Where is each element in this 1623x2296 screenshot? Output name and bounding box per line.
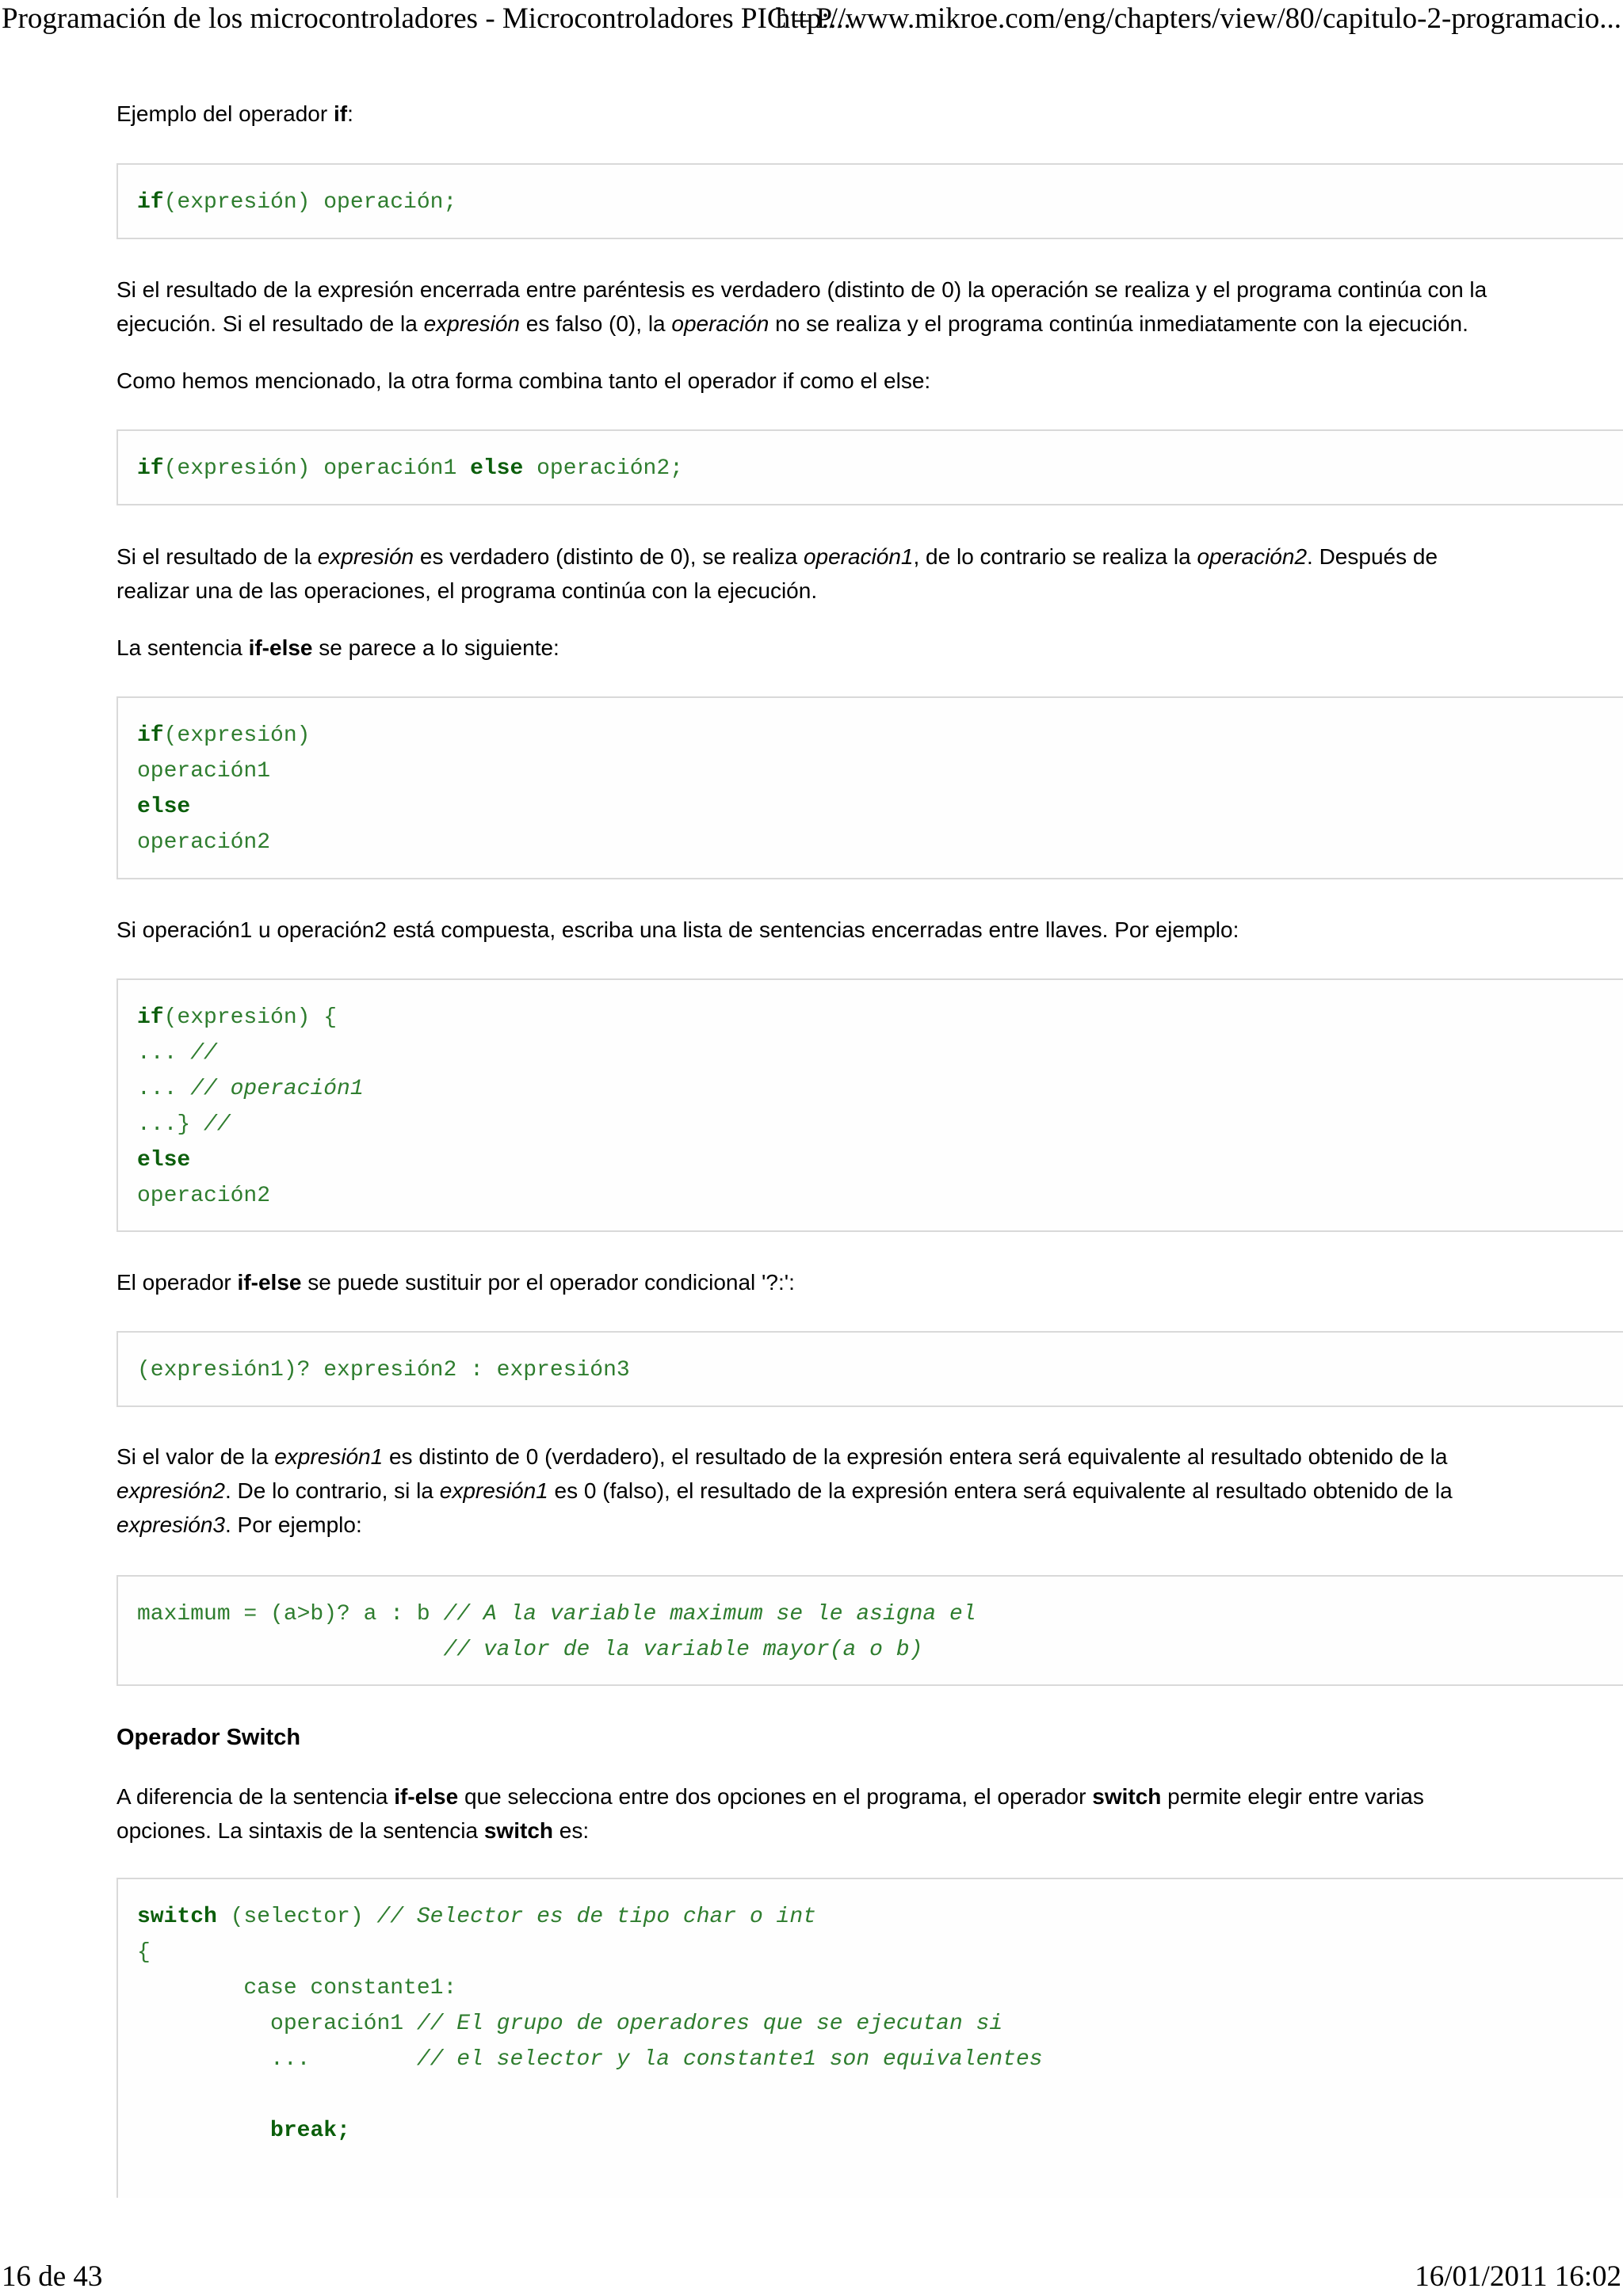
- text: Si el resultado de la expresión encerrada entre paréntesis es verdadero (distinto de 0) la operación se realiza y el programa continúa con la: [116, 277, 1487, 302]
- text: se puede sustituir por el operador condicional '?:':: [301, 1270, 795, 1295]
- code-comment: // Selector es de tipo char o int: [376, 1905, 816, 1929]
- bold-text: if: [333, 101, 348, 126]
- page-counter: 16 de 43: [2, 2260, 103, 2293]
- paragraph-compound: Si operación1 u operación2 está compuesta, escriba una lista de sentencias encerradas entre llaves. Por ejemplo:: [116, 917, 1239, 942]
- italic-text: expresión3: [116, 1512, 225, 1537]
- code-line: [137, 1036, 217, 1071]
- code-line: [137, 1597, 976, 1632]
- italic-text: operación: [671, 311, 769, 336]
- code-line: [137, 719, 310, 753]
- text: no se realiza y el programa continúa inmediatamente con la ejecución.: [769, 311, 1468, 336]
- paragraph-if-else-syntax: [116, 631, 1495, 665]
- code-text: [137, 2119, 270, 2143]
- text: :: [347, 101, 353, 126]
- bold-text: switch: [1092, 1784, 1162, 1809]
- code-text: (selector): [216, 1905, 377, 1929]
- italic-text: operación2: [1197, 544, 1308, 569]
- text: que selecciona entre dos opciones en el programa, el operador: [458, 1784, 1093, 1809]
- paragraph-conditional-explanation: [116, 1440, 1495, 1542]
- code-line: [137, 1143, 190, 1178]
- paragraph-if-explanation: [116, 273, 1495, 341]
- paragraph-if-else-intro: Como hemos mencionado, la otra forma combina tanto el operador if como el else:: [116, 368, 931, 393]
- italic-text: expresión2: [116, 1478, 225, 1503]
- code-comment: // operación1: [190, 1077, 364, 1101]
- keyword: if: [137, 456, 164, 481]
- text: . De lo contrario, si la: [224, 1478, 440, 1503]
- code-comment: //: [204, 1112, 231, 1137]
- code-line: operación2: [137, 1184, 271, 1208]
- code-text: (expresión): [163, 723, 311, 748]
- italic-text: expresión: [317, 544, 414, 569]
- keyword: switch: [137, 1905, 217, 1929]
- text: realizar una de las operaciones, el programa continúa con la ejecución.: [116, 578, 818, 603]
- code-line: [137, 1072, 364, 1107]
- keyword: if: [137, 1005, 164, 1030]
- italic-text: expresión: [423, 311, 520, 336]
- text: El operador: [116, 1270, 238, 1295]
- code-line: [137, 1633, 922, 1668]
- code-block-if: [116, 163, 1623, 239]
- section-heading-switch: Operador Switch: [116, 1725, 301, 1750]
- italic-text: expresión1: [439, 1478, 548, 1503]
- code-line: [137, 452, 683, 486]
- text: . Por ejemplo:: [224, 1512, 362, 1537]
- code-comment: // El grupo de operadores que se ejecutan si: [416, 2012, 1003, 2036]
- print-footer: [0, 2260, 1623, 2296]
- bold-text: if-else: [248, 635, 313, 660]
- text: Si el resultado de la: [116, 544, 318, 569]
- code-text: maximum = (a>b)? a : b: [137, 1602, 444, 1627]
- print-header-title: Programación de los microcontroladores - Microcontroladores PIC – P...: [2, 2, 851, 35]
- paragraph-conditional-operator: [116, 1265, 1495, 1299]
- text: A diferencia de la sentencia: [116, 1784, 395, 1809]
- text: es falso (0), la: [519, 311, 672, 336]
- text: . Después de: [1307, 544, 1438, 569]
- code-text: (expresión) {: [163, 1005, 338, 1030]
- bold-text: if-else: [237, 1270, 302, 1295]
- text: La sentencia: [116, 635, 249, 660]
- paragraph-if-example: [116, 97, 1495, 131]
- code-block-compound: [116, 978, 1623, 1232]
- code-block-conditional: [116, 1331, 1623, 1407]
- text: Si el valor de la: [116, 1444, 275, 1469]
- keyword: else: [137, 795, 191, 819]
- italic-text: operación1: [803, 544, 914, 569]
- print-header: [0, 2, 1623, 40]
- text: ejecución. Si el resultado de la: [116, 311, 424, 336]
- code-block-maximum: [116, 1575, 1623, 1686]
- bold-text: if-else: [394, 1784, 459, 1809]
- code-text: (expresión) operación1: [163, 456, 471, 481]
- code-line: operación2: [137, 830, 271, 855]
- bold-text: switch: [483, 1818, 553, 1843]
- code-line: operación1: [137, 759, 271, 784]
- print-timestamp: 16/01/2011 16:02: [1415, 2260, 1621, 2293]
- code-text: ...: [137, 1041, 191, 1066]
- code-text: ...}: [137, 1112, 204, 1137]
- code-text: (expresión) operación;: [163, 190, 457, 215]
- code-line: (expresión1)? expresión2 : expresión3: [137, 1358, 630, 1383]
- code-line: [137, 1900, 816, 1935]
- keyword: if: [137, 190, 164, 215]
- code-line: [137, 1001, 337, 1035]
- keyword: else: [470, 456, 524, 481]
- keyword: else: [137, 1148, 191, 1173]
- print-header-url: http://www.mikroe.com/eng/chapters/view/80/capitulo-2-programacio...: [775, 2, 1621, 35]
- code-text: operación2;: [523, 456, 683, 481]
- text: se parece a lo siguiente:: [312, 635, 559, 660]
- code-comment: //: [190, 1041, 217, 1066]
- code-comment: // A la variable maximum se le asigna el: [443, 1602, 976, 1627]
- code-line: [137, 1108, 231, 1142]
- paragraph-if-else-explanation: [116, 540, 1495, 608]
- text: es 0 (falso), el resultado de la expresión entera será equivalente al resultado obtenido de la: [548, 1478, 1453, 1503]
- text: permite elegir entre varias: [1161, 1784, 1424, 1809]
- code-line: [137, 2114, 350, 2149]
- code-block-if-else: [116, 429, 1623, 505]
- code-line: [137, 2007, 1002, 2042]
- keyword: break;: [270, 2119, 350, 2143]
- text: es:: [553, 1818, 590, 1843]
- code-text: ...: [137, 2047, 417, 2072]
- code-text: operación1: [137, 2012, 417, 2036]
- code-line: [137, 790, 190, 825]
- code-block-switch: [116, 1878, 1623, 2198]
- text: Ejemplo del operador: [116, 101, 334, 126]
- text: es verdadero (distinto de 0), se realiza: [414, 544, 804, 569]
- text: es distinto de 0 (verdadero), el resultado de la expresión entera será equivalente al resultado obtenido de la: [383, 1444, 1448, 1469]
- code-line: [137, 185, 456, 220]
- code-text: [137, 1638, 443, 1662]
- paragraph-switch-intro: [116, 1779, 1495, 1848]
- code-line: {: [137, 1940, 151, 1965]
- keyword: if: [137, 723, 164, 748]
- text: opciones. La sintaxis de la sentencia: [116, 1818, 484, 1843]
- code-line: case constante1:: [137, 1976, 457, 2000]
- code-line: [137, 2042, 1043, 2077]
- text: , de lo contrario se realiza la: [913, 544, 1197, 569]
- code-text: ...: [137, 1077, 191, 1101]
- code-comment: // el selector y la constante1 son equivalentes: [416, 2047, 1043, 2072]
- italic-text: expresión1: [274, 1444, 384, 1469]
- code-comment: // valor de la variable mayor(a o b): [443, 1638, 923, 1662]
- code-block-if-else-multiline: [116, 696, 1623, 879]
